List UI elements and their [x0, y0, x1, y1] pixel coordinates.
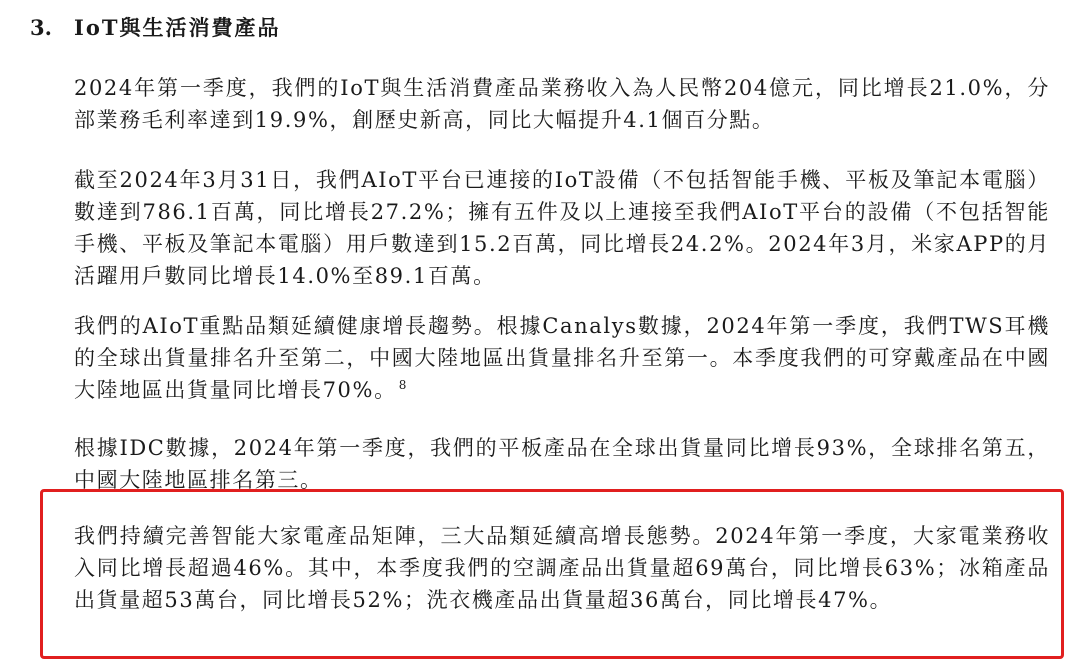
- section-title: IoT與生活消費產品: [74, 15, 281, 40]
- paragraph-aiot-categories: [74, 310, 1050, 406]
- paragraph-text: 截至2024年3月31日，我們AIoT平台已連接的IoT設備（不包括智能手機、平板及筆記本電腦）數達到786.1百萬，同比增長27.2%；擁有五件及以上連接至我們AIoT平台的設備（不包括智能手機、平板及筆記本電腦）用戶數達到15.2百萬，同比增長24.2%。2024年3月，米家APP的月活躍用戶數同比增長14.0%至89.1百萬。: [74, 168, 1050, 288]
- footnote-reference: 8: [398, 378, 408, 392]
- section-heading: [30, 10, 280, 44]
- paragraph-aiot-devices: [74, 164, 1050, 292]
- paragraph-text: 我們持續完善智能大家電產品矩陣，三大品類延續高增長態勢。2024年第一季度，大家電業務收入同比增長超過46%。其中，本季度我們的空調產品出貨量超69萬台，同比增長63%；冰箱產品出貨量超53萬台，同比增長52%；洗衣機產品出貨量超36萬台，同比增長47%。: [74, 524, 1050, 612]
- paragraph-text: 根據IDC數據，2024年第一季度，我們的平板產品在全球出貨量同比增長93%，全球排名第五，中國大陸地區排名第三。: [74, 436, 1050, 492]
- paragraph-major-appliances: [74, 520, 1050, 616]
- paragraph-text: 我們的AIoT重點品類延續健康增長趨勢。根據Canalys數據，2024年第一季度，我們TWS耳機的全球出貨量排名升至第二，中國大陸地區出貨量排名升至第一。本季度我們的可穿戴產品在中國大陸地區出貨量同比增長70%。: [74, 314, 1050, 402]
- paragraph-text: 2024年第一季度，我們的IoT與生活消費產品業務收入為人民幣204億元，同比增長21.0%，分部業務毛利率達到19.9%，創歷史新高，同比大幅提升4.1個百分點。: [74, 76, 1050, 132]
- paragraph-tablet: [74, 432, 1050, 496]
- section-number: 3.: [30, 14, 52, 40]
- paragraph-revenue: [74, 72, 1050, 136]
